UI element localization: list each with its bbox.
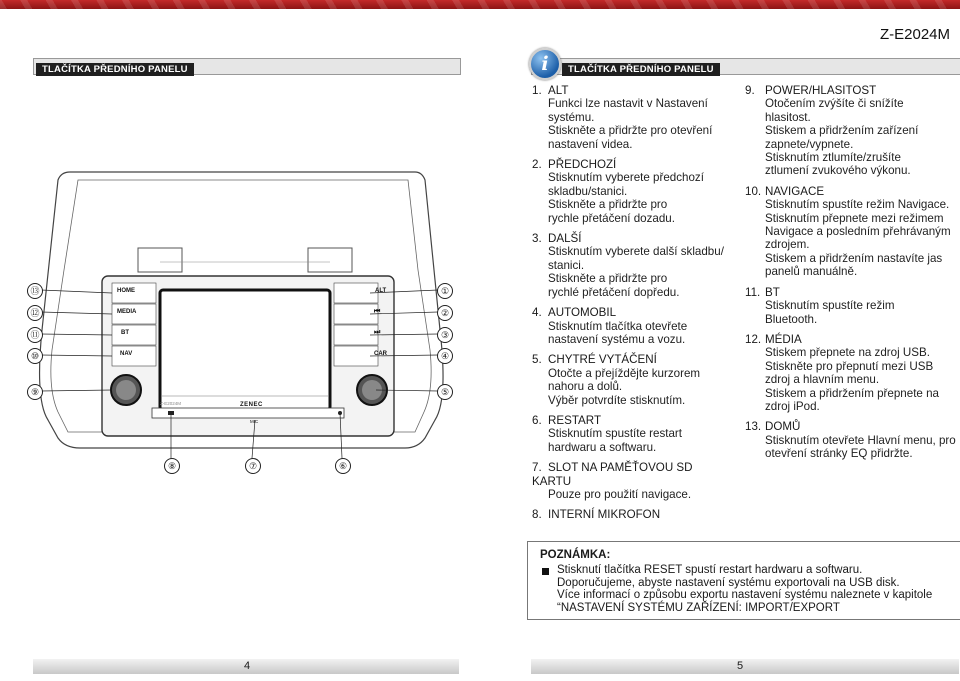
note-body: Stisknutí tlačítka RESET spustí restart hardwaru a softwaru. Doporučujeme, abyste nastavení systému exportovali na USB disk. Více informací o způsobu exportu nastavení systému naleznete v kapitole “NASTAVENÍ SYSTÉMU ZAŘÍZENÍ: IMPORT/EXPORT (557, 564, 933, 614)
callout-9: ⑨ (27, 384, 43, 400)
bt-button[interactable]: BT (121, 330, 129, 336)
item-2: 2. PŘEDCHOZÍ Stisknutím vyberete předchozí skladbu/stanici. Stiskněte a přidržte pro rychle přetáčení dozadu. (532, 158, 704, 225)
home-button[interactable]: HOME (117, 288, 135, 294)
callout-12: ⑫ (27, 305, 43, 321)
page-number-left: 4 (244, 660, 251, 672)
callout-6: ⑥ (335, 458, 351, 474)
item-8: 8. INTERNÍ MIKROFON (532, 508, 661, 522)
page-number-right: 5 (737, 660, 744, 672)
callout-3: ③ (437, 327, 453, 343)
callout-1: ① (437, 283, 453, 299)
mic-label: MIC (250, 419, 259, 424)
footer-bar-right (531, 659, 959, 674)
callout-13: ⑬ (27, 283, 43, 299)
item-6: 6. RESTART Stisknutím spustíte restart hardwaru a softwaru. (532, 413, 683, 454)
brand-logo: ZENEC (240, 402, 263, 408)
item-10: 10. NAVIGACE Stisknutím spustíte režim Navigace. Stisknutím přepnete mezi režimem Navigace a posledním přehrávaným zdrojem. Stiskem a přidržením nastavíte jas panelů manuálně. (745, 184, 951, 279)
callout-8: ⑧ (164, 458, 180, 474)
callout-2: ② (437, 305, 453, 321)
item-11: 11. BT Stisknutím spustíte režim Bluetooth. (745, 285, 895, 326)
left-section-title: TLAČÍTKA PŘEDNÍHO PANELU (36, 63, 194, 76)
device-model-small: Z-E2024M (160, 401, 182, 406)
item-5: 5. CHYTRÉ VYTÁČENÍ Otočte a přejíždějte kurzorem nahoru a dolů. Výběr potvrdíte stisknutím. (532, 353, 701, 407)
callout-4: ④ (437, 348, 453, 364)
callout-10: ⑩ (27, 348, 43, 364)
alt-button[interactable]: ALT (375, 288, 387, 294)
next-button[interactable]: ⏭ (374, 329, 381, 336)
right-section-title: TLAČÍTKA PŘEDNÍHO PANELU (562, 63, 720, 76)
model-name: Z-E2024M (879, 26, 950, 43)
media-button[interactable]: MEDIA (117, 309, 137, 315)
callout-5: ⑤ (437, 384, 453, 400)
items-column-2 (745, 84, 959, 461)
car-button[interactable]: CAR (374, 351, 387, 357)
note-box (527, 541, 960, 620)
nav-button[interactable]: NAV (120, 351, 133, 357)
item-9: 9. POWER/HLASITOST Otočením zvýšíte či snížíte hlasitost. Stiskem a přidržením zařízení zapnete/vypnete. Stisknutím ztlumíte/zrušíte ztlumení zvukového výkonu. (745, 84, 919, 178)
items-column-1 (532, 84, 732, 522)
item-13: 13. DOMŮ Stisknutím otevřete Hlavní menu, pro otevření stránky EQ přidržte. (745, 420, 956, 461)
note-title: POZNÁMKA: (540, 549, 611, 561)
callout-11: ⑪ (27, 327, 43, 343)
footer-bar-left (33, 659, 459, 674)
item-3: 3. DALŠÍ Stisknutím vyberete další skladbu/ stanici. Stiskněte a přidržte pro rychlé přetáčení dopředu. (532, 232, 724, 299)
info-icon: i (529, 48, 561, 80)
item-1: 1. ALT Funkci lze nastavit v Nastavení systému. Stiskněte a přidržte pro otevření nastavení videa. (532, 84, 713, 151)
previous-button[interactable]: ⏮ (374, 308, 381, 315)
item-12: 12. MÉDIA Stiskem přepnete na zdroj USB. Stiskněte pro přepnutí mezi USB zdroj a hlavním menu. Stiskem a přidržením přepnete na zdroj iPod. (745, 332, 939, 413)
item-7: 7. SLOT NA PAMĚŤOVOU SD KARTU Pouze pro použití navigace. (532, 461, 693, 501)
callout-7: ⑦ (245, 458, 261, 474)
item-4: 4. AUTOMOBIL Stisknutím tlačítka otevřete nastavení systému a vozu. (532, 306, 688, 346)
note-bullet-icon (542, 568, 549, 575)
